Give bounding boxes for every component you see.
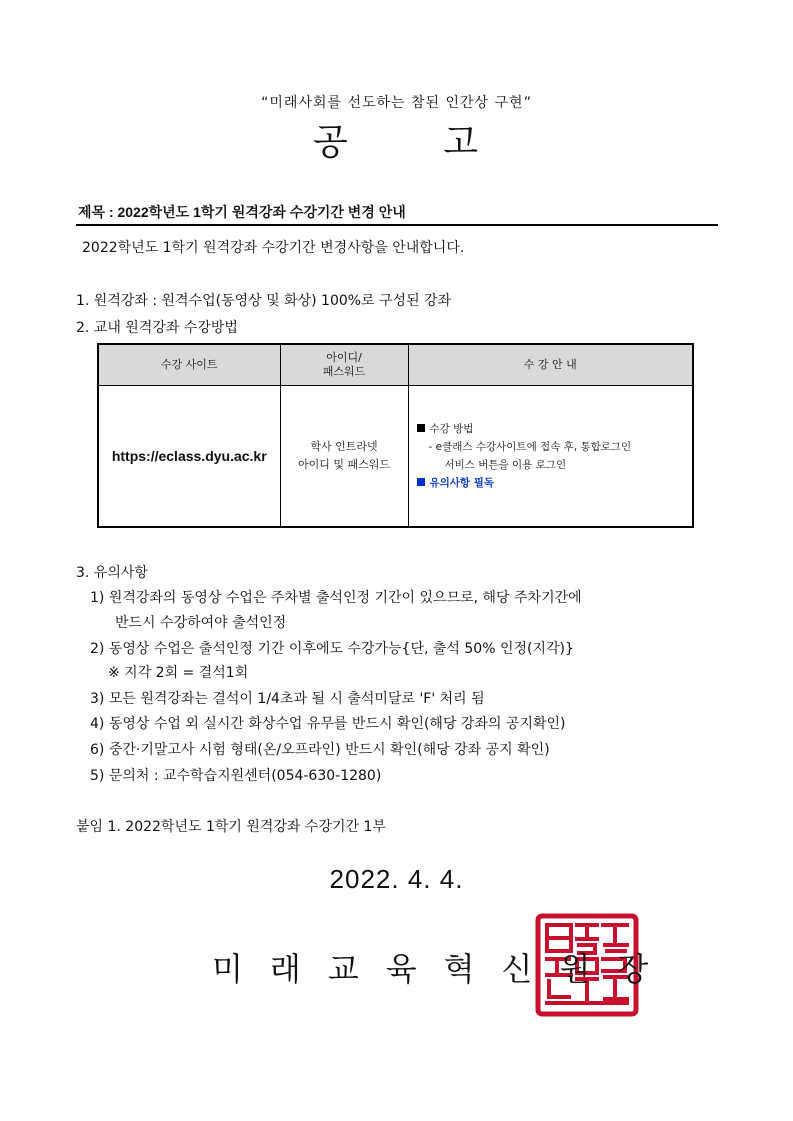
table-row [98,386,693,528]
section-3-title: 3. 유의사항 [76,565,148,581]
site-link[interactable]: https://eclass.dyu.ac.kr [98,386,280,528]
guide-cell [408,386,693,528]
page-title: 공 고 [313,122,480,163]
attachment-line: 붙임 1. 2022학년도 1학기 원격강좌 수강기간 1부 [76,819,386,835]
note-1-continued: 반드시 수강하여야 출석인정 [115,615,287,631]
id-line1: 학사 인트라넷 [310,440,378,453]
guide-line2: 서비스 버튼을 이용 로그인 [444,459,567,471]
intro-text: 2022학년도 1학기 원격강좌 수강기간 변경사항을 안내합니다. [82,240,465,256]
slogan: “미래사회를 선도하는 참된 인간상 구현” [261,95,532,111]
note-2: 2) 동영상 수업은 출석인정 기간 이후에도 수강가능{단, 출석 50% 인정(지각)} [90,641,574,657]
note-5: 6) 중간·기말고사 시험 형태(온/오프라인) 반드시 확인(해당 강좌 공지 확인) [90,742,550,758]
guide-title: 수강 방법 [429,423,474,435]
header-guide: 수 강 안 내 [408,344,693,386]
id-cell [280,386,408,528]
guide-line1: - e클래스 수강사이트에 접속 후, 통합로그인 [428,441,632,453]
note-2-remark: ※ 지각 2회 = 결석1회 [108,665,249,681]
id-line2: 아이디 및 패스워드 [297,458,390,471]
notice-subject: 제목 : 2022학년도 1학기 원격강좌 수강기간 변경 안내 [78,204,406,220]
header-site: 수강 사이트 [98,344,280,386]
course-method-table [97,343,694,528]
header-id [280,344,408,386]
header-id-line2: 패스워드 [322,365,366,378]
section-1: 1. 원격강좌 : 원격수업(동영상 및 화상) 100%로 구성된 강좌 [76,293,452,309]
guide-note: 유의사항 필독 [429,477,495,489]
square-bullet-icon [417,478,425,486]
notice-date: 2022. 4. 4. [329,864,464,894]
table-header-row [98,344,693,386]
header-id-line1: 아이디/ [326,351,362,364]
note-3: 3) 모든 원격강좌는 결석이 1/4초과 될 시 출석미달로 'F' 처리 됨 [90,691,485,707]
note-4: 4) 동영상 수업 외 실시간 화상수업 유무를 반드시 확인(해당 강좌의 공지확인) [90,716,566,732]
subject-divider [76,224,718,226]
note-1: 1) 원격강좌의 동영상 수업은 주차별 출석인정 기간이 있으므로, 해당 주차기간에 [90,590,582,606]
organization-name: 미래교육혁신원장 [212,950,676,988]
guide-note-row [417,474,692,492]
note-6: 5) 문의처 : 교수학습지원센터(054-630-1280) [90,768,382,784]
guide-title-row [417,420,692,438]
section-2: 2. 교내 원격강좌 수강방법 [76,320,238,336]
square-bullet-icon [417,424,425,432]
